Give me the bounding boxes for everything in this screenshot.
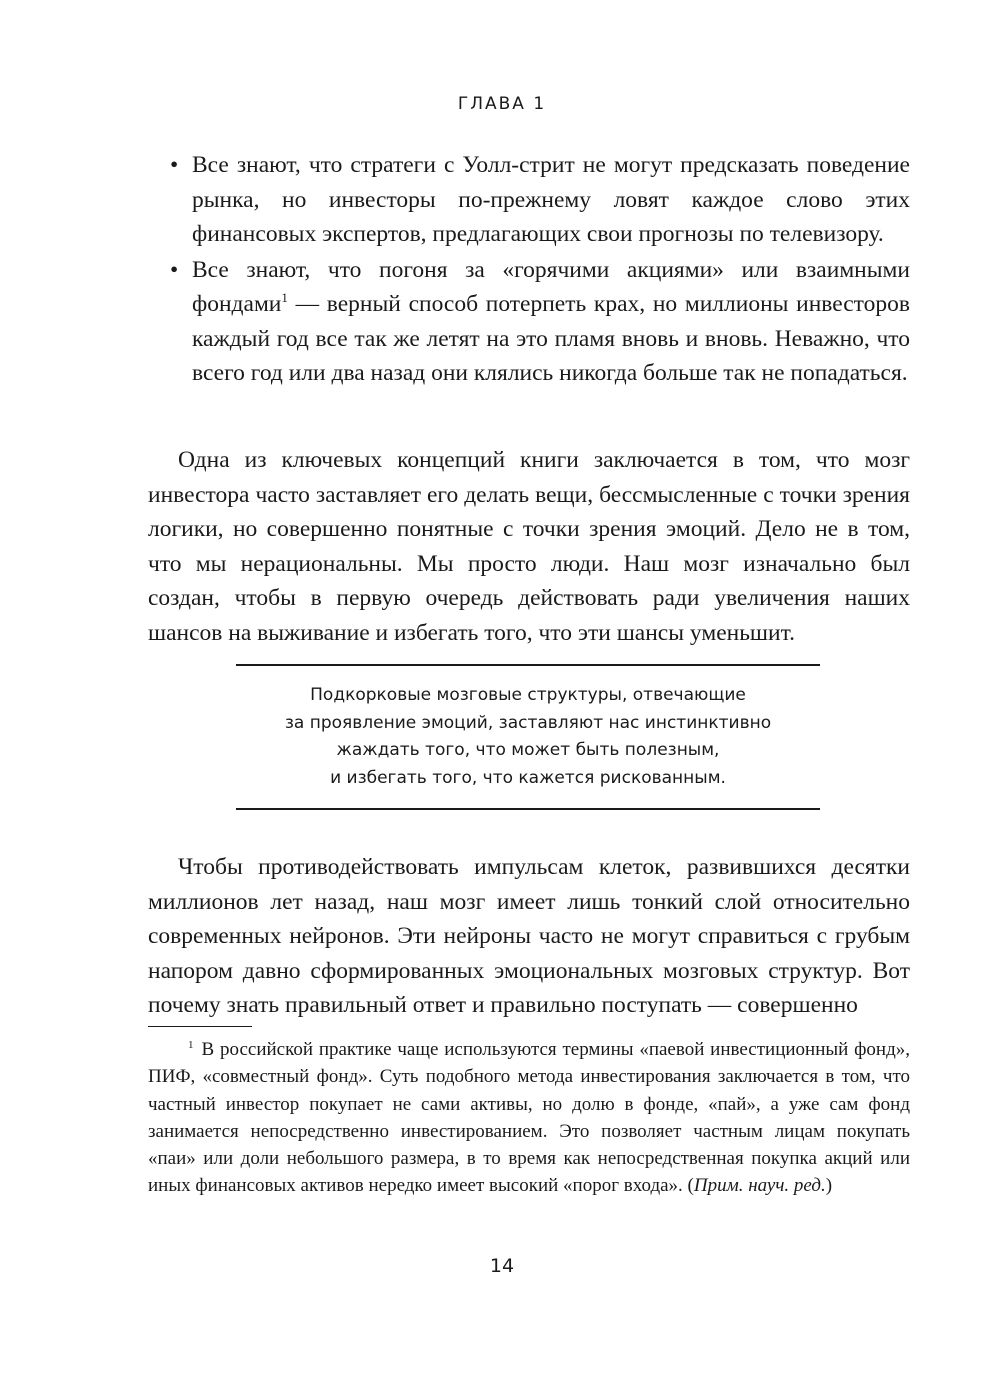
footnote-reference[interactable]: 1: [281, 290, 288, 306]
quote-line: и избегать того, что кажется рискованным.: [330, 767, 726, 788]
footnote: [148, 1036, 910, 1200]
bullet-text-continued: — верный способ потерпеть крах, но миллионы инвесторов каждый год все так же летят на это пламя вновь и вновь. Неважно, что всего год или два назад они клялись никогда больше так не попадаться.: [192, 291, 910, 386]
footnote-text-end: ): [825, 1175, 833, 1197]
bullet-marker: •: [170, 256, 179, 283]
quote-line: Подкорковые мозговые структуры, отвечающие: [310, 685, 746, 705]
bullet-list: [170, 148, 910, 392]
list-item: [170, 148, 910, 252]
quote-line: за проявление эмоций, заставляют нас инстинктивно: [284, 712, 772, 733]
pull-quote: [236, 682, 820, 792]
chapter-header: ГЛАВА 1: [457, 94, 547, 114]
footnote-text: В российской практике чаще используются термины «паевой инвестиционный фонд», ПИФ, «совместный фонд». Суть подобного метода инвестирования заключается в том, что частный инвестор покупает не сами активы, но долю в фонде, «пай», а уже сам фонд занимается непосредственно инвестированием. Это позволяет частным лицам покупать «паи» или доли небольшого размера, в то время как непосредственная покупка акций или иных финансовых активов нередко имеет высокий «порог входа». (: [148, 1039, 910, 1197]
list-item: [170, 253, 910, 391]
quote-line: жаждать того, что может быть полезным,: [336, 740, 720, 760]
quote-bottom-rule: [236, 808, 820, 810]
bullet-text: Все знают, что погоня за «горячими акциями» или взаимными фондами: [192, 256, 910, 317]
bullet-marker: •: [170, 152, 179, 178]
footnote-editor-note: Прим. науч. ред.: [693, 1175, 826, 1197]
body-paragraph: Чтобы противодействовать импульсам клеток, развившихся десятки миллионов лет назад, наш мозг имеет лишь тонкий слой относительно современных нейронов. Эти нейроны часто не могут справиться с грубым напором давно сформированных эмоциональных мозговых структур. Вот почему знать правильный ответ и правильно поступать — совершенно: [148, 854, 910, 1018]
body-paragraph: Одна из ключевых концепций книги заключается в том, что мозг инвестора часто заставляет его делать вещи, бессмысленные с точки зрения логики, но совершенно понятные с точки зрения эмоций. Дело не в том, что мы нерациональны. Мы просто люди. Наш мозг изначально был создан, чтобы в первую очередь действовать ради увеличения наших шансов на выживание и избегать того, что эти шансы уменьшит.: [148, 447, 910, 646]
bullet-text: Все знают, что стратеги с Уолл-стрит не могут предсказать поведение рынка, но инвесторы по-прежнему ловят каждое слово этих финансовых экспертов, предлагающих свои прогнозы по телевизору.: [192, 152, 910, 247]
footnote-divider: [148, 1026, 252, 1027]
quote-top-rule: [236, 664, 820, 666]
page-number: 14: [489, 1255, 515, 1277]
footnote-number: 1: [188, 1038, 194, 1051]
